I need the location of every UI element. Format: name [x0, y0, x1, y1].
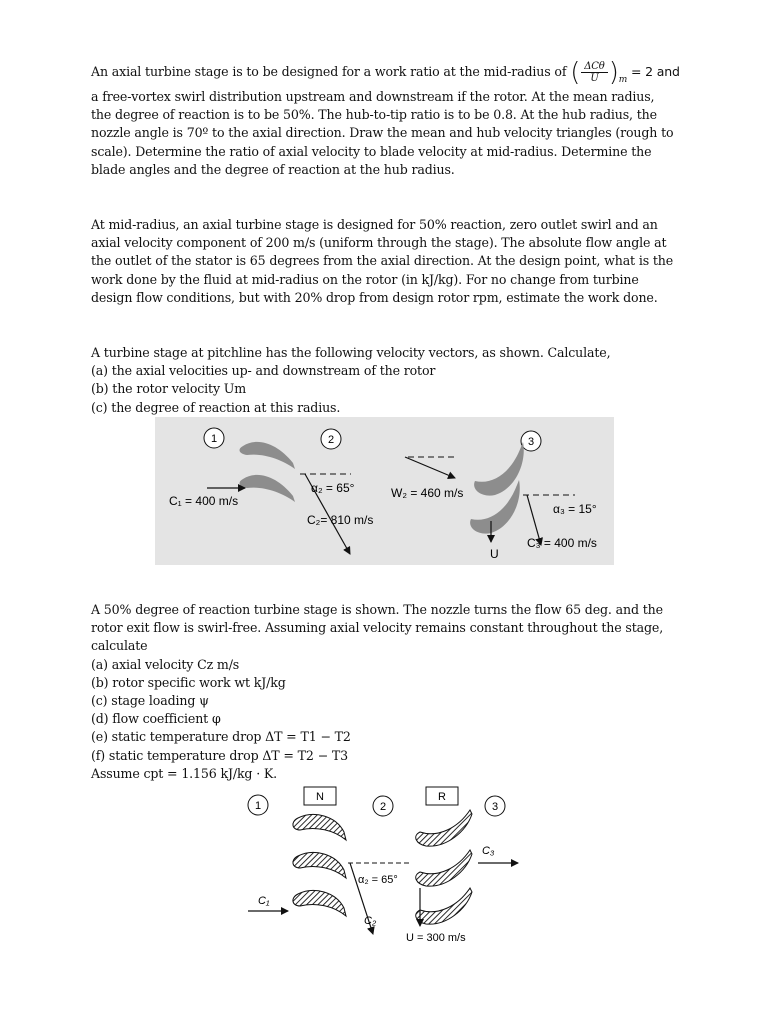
problem-4-item-c: (c) stage loading ψ [91, 693, 209, 709]
station-2-marker [321, 429, 341, 449]
nozzle-blade-icon [293, 814, 346, 840]
problem-3-line-4: (c) the degree of reaction at this radius. [91, 399, 341, 415]
problem-4-line-2: rotor exit flow is swirl-free. Assuming axial velocity remains constant throughout the stage, [91, 620, 664, 636]
problem-1-line-3: the degree of reaction is to be 50%. The hub-to-tip ratio is to be 0.8. At the hub radius, the [91, 107, 657, 123]
nozzle-blade-icon [293, 852, 346, 878]
problem-2-line-4: work done by the fluid at mid-radius on the rotor (in kJ/kg). For no change from turbine [91, 271, 639, 287]
c3-label: C₃ = 400 m/s [527, 536, 597, 550]
station-3-marker [521, 431, 541, 451]
station-3-marker [485, 796, 505, 816]
problem-3-line-2: (a) the axial velocities up- and downstream of the rotor [91, 363, 436, 379]
c1-label: C₁ = 400 m/s [169, 494, 239, 508]
problem-2-line-1: At mid-radius, an axial turbine stage is designed for 50% reaction, zero outlet swirl and an [91, 217, 658, 232]
problem-4-item-f: (f) static temperature drop ΔT = T2 − T3 [91, 747, 348, 763]
alpha2-label: α₂ = 65° [311, 481, 355, 495]
problem-3-line-1: A turbine stage at pitchline has the following velocity vectors, as shown. Calculate, [91, 345, 611, 360]
c1-label: C₁ [258, 895, 270, 907]
rotor-blade-icon [416, 850, 472, 886]
c2-label: C₂= 810 m/s [307, 513, 374, 527]
station-2-label: 2 [379, 801, 387, 813]
rotor-box [426, 787, 458, 805]
work-ratio-fraction: $\frac{\text{ΔCθ}}{U}$ [581, 61, 607, 84]
station-3-label: 3 [491, 801, 499, 813]
rotor-blade-icon [416, 888, 472, 924]
problem-1-line-1: An axial turbine stage is to be designed for a work ratio at the mid-radius of ( $\frac{\text{ΔCθ}}{U}$ )$_m = 2$ and [91, 57, 680, 88]
u-label: U [490, 547, 499, 561]
alpha3-label: α₃ = 15° [553, 502, 597, 516]
problem-1 [91, 57, 681, 179]
rotor-blade-icon [416, 810, 472, 846]
velocity-vector-diagram [155, 417, 614, 565]
c2-label: C₂ [364, 915, 377, 927]
turbine-stage-figure [240, 784, 530, 949]
problem-3-line-3: (b) the rotor velocity Um [91, 381, 247, 397]
station-2-marker [373, 796, 393, 816]
station-3-label: 3 [527, 436, 535, 448]
stator-blade-icon [240, 475, 295, 502]
nozzle-box [304, 787, 336, 805]
station-1-label: 1 [254, 800, 262, 812]
c3-label: C₃ [482, 845, 495, 857]
w2-label: W₂ = 460 m/s [391, 486, 464, 500]
station-1-marker [204, 428, 224, 448]
nozzle-label: N [316, 791, 324, 803]
velocity-vector-figure [155, 417, 614, 565]
problem-4-line-1: A 50% degree of reaction turbine stage is shown. The nozzle turns the flow 65 deg. and the [91, 602, 663, 617]
nozzle-blade-icon [293, 890, 346, 916]
problem-2 [91, 216, 681, 307]
problem-2-line-3: the outlet of the stator is 65 degrees from the axial direction. At the design point, what is the [91, 253, 674, 269]
problem-4-item-a: (a) axial velocity Cz m/s [91, 656, 240, 672]
problem-1-line-2: a free-vortex swirl distribution upstream and downstream if the rotor. At the mean radius, [91, 89, 655, 104]
problem-4-line-3: calculate [91, 638, 148, 654]
problem-4-item-b: (b) rotor specific work wt kJ/kg [91, 674, 286, 690]
problem-1-line-5: scale). Determine the ratio of axial velocity to blade velocity at mid-radius. Determine the [91, 143, 652, 159]
station-2-label: 2 [327, 434, 335, 446]
w2-arrow [405, 457, 455, 478]
problem-1-line-6: blade angles and the degree of reaction at the hub radius. [91, 161, 455, 177]
problem-4 [91, 601, 681, 783]
turbine-stage-diagram [240, 784, 530, 949]
u-label: U = 300 m/s [406, 932, 466, 944]
problem-1-line-4: nozzle angle is 70º to the axial direction. Draw the mean and hub velocity triangles (rough to [91, 125, 674, 141]
station-1-label: 1 [210, 433, 218, 445]
problem-4-item-e: (e) static temperature drop ΔT = T1 − T2 [91, 729, 351, 745]
station-1-marker [248, 795, 268, 815]
problem-2-line-5: design flow conditions, but with 20% drop from design rotor rpm, estimate the work done. [91, 289, 658, 305]
problem-2-line-2: axial velocity component of 200 m/s (uniform through the stage). The absolute flow angle at [91, 235, 667, 251]
problem-4-assumption: Assume cpt = 1.156 kJ/kg · K. [91, 765, 278, 781]
stator-blade-icon [240, 442, 295, 469]
problem-3 [91, 344, 681, 417]
alpha2-label: α₂ = 65° [358, 874, 398, 886]
rotor-label: R [438, 791, 446, 803]
problem-4-item-d: (d) flow coefficient φ [91, 711, 221, 727]
